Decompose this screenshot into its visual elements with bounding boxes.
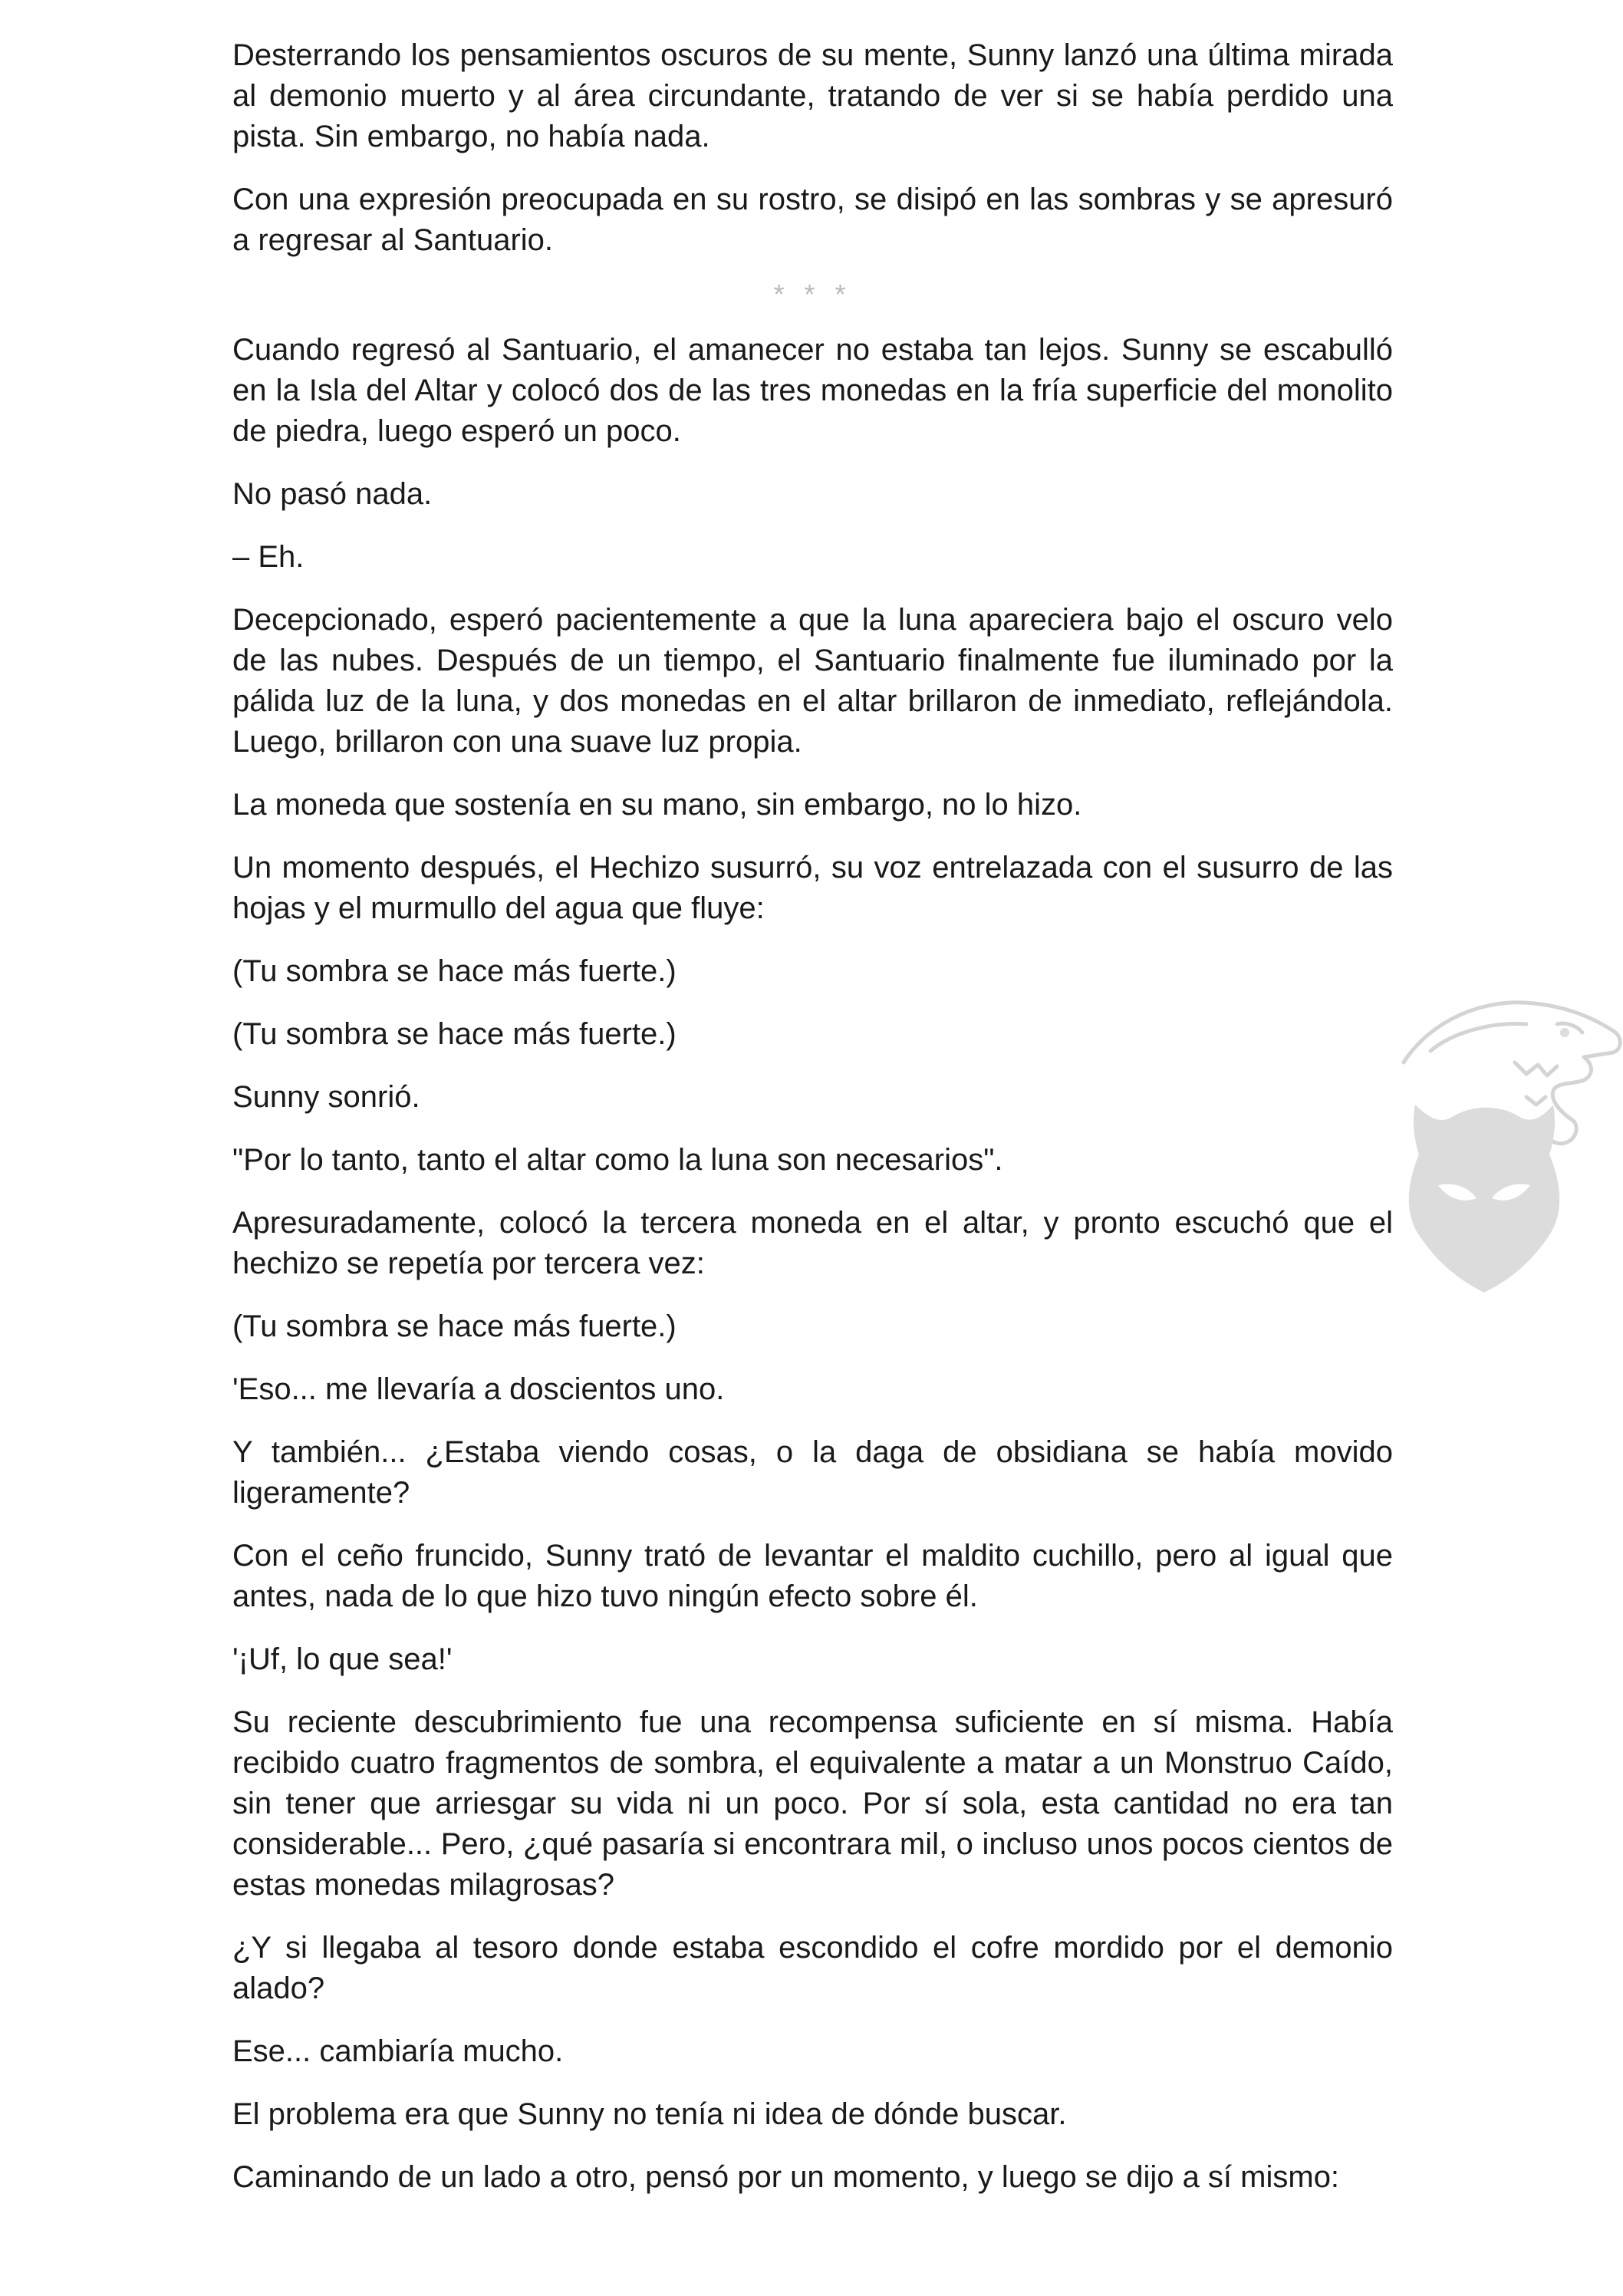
paragraph: Ese... cambiaría mucho. xyxy=(232,2034,564,2068)
paragraph: Sunny sonrió. xyxy=(232,1080,420,1114)
dinosaur-demon-logo-icon xyxy=(1400,990,1623,1296)
paragraph: Apresuradamente, colocó la tercera moneda en el altar, y pronto escuchó que el hechizo se repetía por tercera vez: xyxy=(232,1206,1393,1280)
paragraph: Su reciente descubrimiento fue una recompensa suficiente en sí misma. Había recibido cuatro fragmentos de sombra, el equivalente a matar a un Monstruo Caído, sin tener que arriesgar su vida ni un poco. Por sí sola, esta cantidad no era tan considerable... Pero, ¿qué pasaría si encontrara mil, o incluso unos pocos cientos de estas monedas milagrosas? xyxy=(232,1705,1393,1902)
paragraph: (Tu sombra se hace más fuerte.) xyxy=(232,954,677,988)
paragraph: La moneda que sostenía en su mano, sin embargo, no lo hizo. xyxy=(232,788,1082,822)
paragraph: El problema era que Sunny no tenía ni idea de dónde buscar. xyxy=(232,2097,1067,2131)
paragraph: "Por lo tanto, tanto el altar como la luna son necesarios". xyxy=(232,1143,1003,1177)
paragraph: Cuando regresó al Santuario, el amanecer no estaba tan lejos. Sunny se escabulló en la Isla del Altar y colocó dos de las tres monedas en la fría superficie del monolito de piedra, luego esperó un poco. xyxy=(232,333,1393,448)
paragraph: Y también... ¿Estaba viendo cosas, o la daga de obsidiana se había movido ligeramente? xyxy=(232,1435,1393,1510)
paragraph: Con el ceño fruncido, Sunny trató de levantar el maldito cuchillo, pero al igual que antes, nada de lo que hizo tuvo ningún efecto sobre él. xyxy=(232,1539,1393,1613)
paragraph: Caminando de un lado a otro, pensó por un momento, y luego se dijo a sí mismo: xyxy=(232,2160,1340,2194)
document-body xyxy=(232,35,1393,2198)
paragraph: – Eh. xyxy=(232,540,305,574)
paragraph: ¿Y si llegaba al tesoro donde estaba escondido el cofre mordido por el demonio alado? xyxy=(232,1931,1393,2005)
paragraph: No pasó nada. xyxy=(232,477,433,511)
paragraph: Con una expresión preocupada en su rostro, se disipó en las sombras y se apresuró a regresar al Santuario. xyxy=(232,183,1393,257)
paragraph: 'Eso... me llevaría a doscientos uno. xyxy=(232,1372,725,1406)
paragraph: Decepcionado, esperó pacientemente a que la luna apareciera bajo el oscuro velo de las nubes. Después de un tiempo, el Santuario finalmente fue iluminado por la pálida luz de la luna, y dos monedas en el altar brillaron de inmediato, reflejándola. Luego, brillaron con una suave luz propia. xyxy=(232,603,1393,759)
paragraph: Desterrando los pensamientos oscuros de su mente, Sunny lanzó una última mirada al demonio muerto y al área circundante, tratando de ver si se había perdido una pista. Sin embargo, no había nada. xyxy=(232,38,1393,153)
paragraph: '¡Uf, lo que sea!' xyxy=(232,1642,453,1676)
paragraph: Un momento después, el Hechizo susurró, su voz entrelazada con el susurro de las hojas y el murmullo del agua que fluye: xyxy=(232,851,1393,925)
paragraph: (Tu sombra se hace más fuerte.) xyxy=(232,1017,677,1051)
paragraph: (Tu sombra se hace más fuerte.) xyxy=(232,1309,677,1343)
section-separator: * * * xyxy=(773,278,852,310)
